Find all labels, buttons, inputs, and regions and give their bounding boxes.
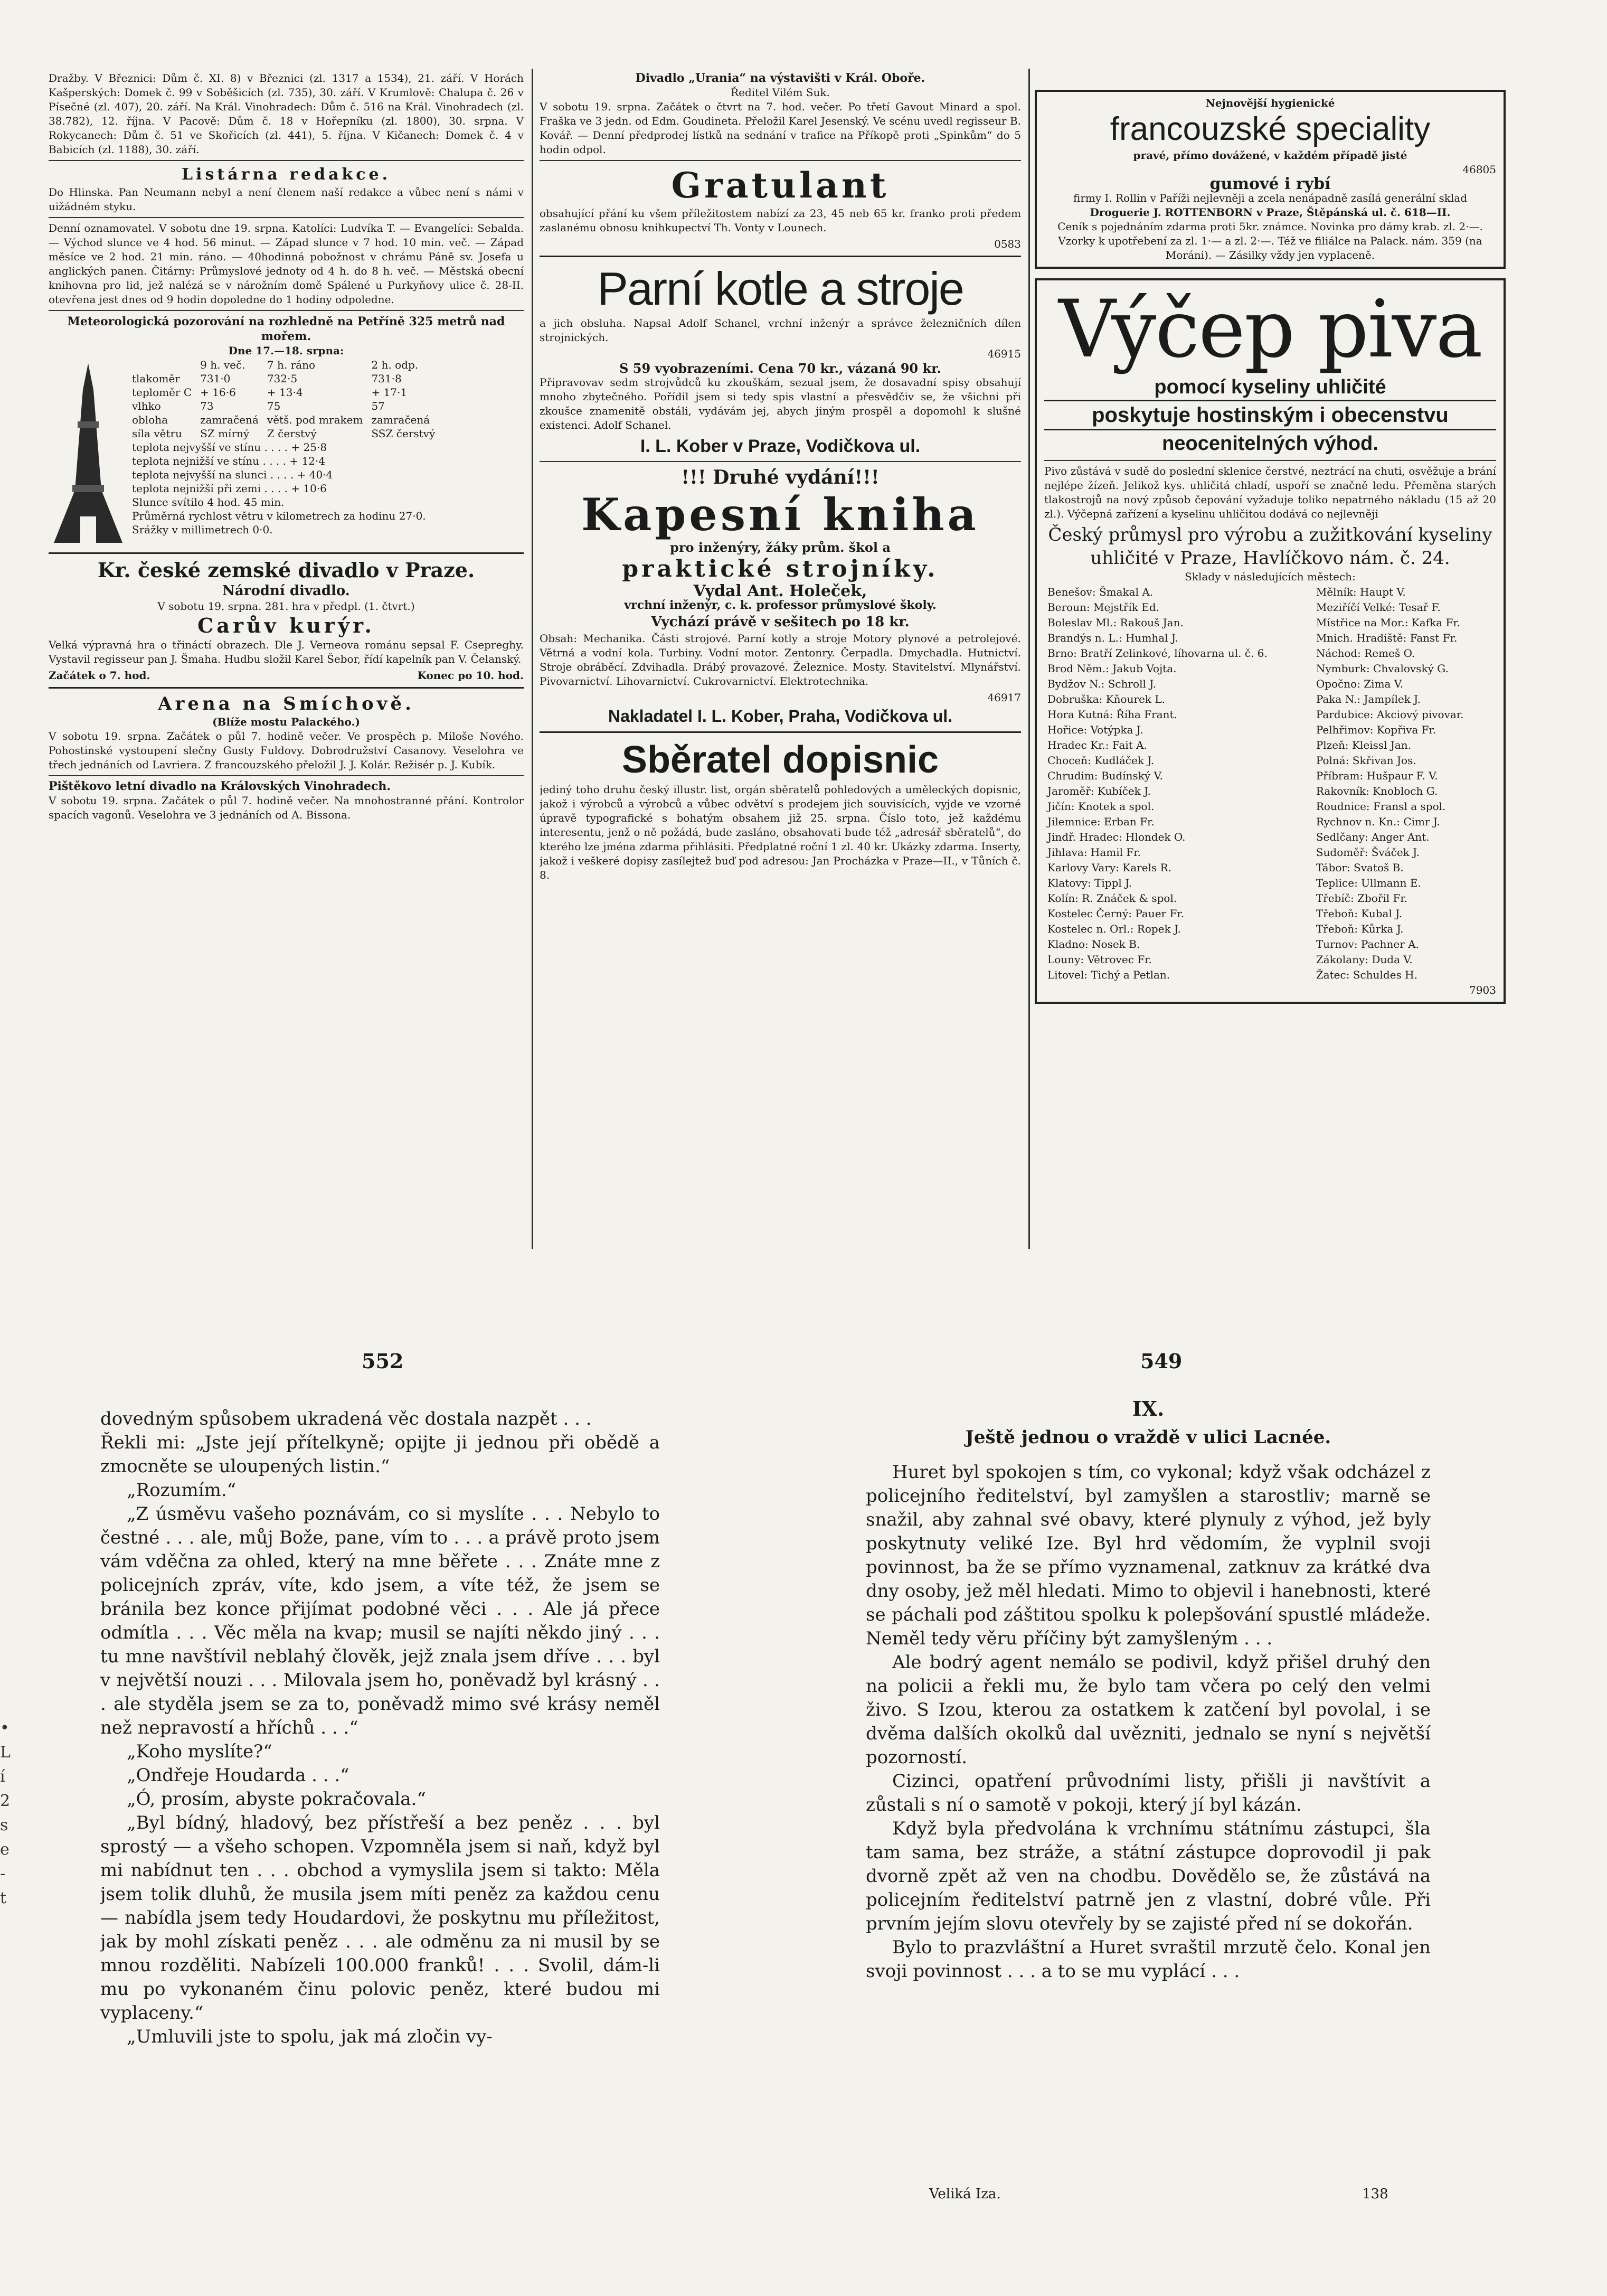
arena-subtitle: (Blíže mostu Palackého.)	[212, 716, 360, 728]
warehouse-cell: Jilemnice: Erban Fr.	[1047, 815, 1155, 828]
mailbox-title: Listárna redakce.	[181, 165, 391, 184]
kotle-text: a jich obsluha. Napsal Adolf Schanel, vrchní inženýr a správce železničních dílen strojnických.	[540, 317, 1021, 344]
paragraph: Bylo to prazvláštní a Huret svraštil mrzutě čelo. Konal jen svoji povinnost . . . a to se mu vyplácí . . .	[866, 1937, 1431, 1982]
warehouse-row	[1045, 631, 1495, 645]
warehouse-cell: Boleslav Ml.: Rakouš Jan.	[1047, 616, 1184, 629]
vycep-text: Pivo zůstává v sudě do poslední sklenice čerstvé, neztrácí na chuti, osvěžuje a brání nejlépe žízeň. Jelikož kys. uhličitá chladí, uspoří se značně ledu. Přeměna starých tlakostrojů na nový způsob čepování vyžaduje toliko nepatrného nákladu (15 až 20 zl.). Výčepná zařízení a kyselinu uhličitou dodává co nejlevněji	[1044, 465, 1496, 520]
warehouse-row	[1045, 708, 1495, 722]
warehouse-row	[1045, 769, 1495, 783]
kapesni-sub: pro inženýry, žáky prům. škol a	[670, 540, 891, 555]
warehouse-row	[1045, 876, 1495, 890]
warehouse-row	[1045, 723, 1495, 737]
left-edge-fragment: • L í 2 s e - t	[0, 1719, 11, 1907]
warehouse-cell: Mnich. Hradiště: Fanst Fr.	[1316, 632, 1458, 644]
warehouse-cell: Kladno: Nosek B.	[1047, 938, 1140, 951]
warehouse-cell: Sudoměř: Šváček J.	[1316, 846, 1420, 859]
meteo-row: 9 h. več. 7 h. ráno 2 h. odp.	[200, 359, 419, 371]
warehouse-cell: Brod Něm.: Jakub Vojta.	[1047, 662, 1177, 675]
right-book-page	[866, 1394, 1431, 2170]
warehouse-cell: Místřice na Mor.: Kafka Fr.	[1316, 616, 1461, 629]
gratulant-title: Gratulant	[671, 165, 890, 206]
warehouse-cell: Třeboň: Kubal J.	[1316, 907, 1403, 920]
kapesni-publisher: Nakladatel I. L. Kober, Praha, Vodičkova ul.	[608, 707, 953, 726]
warehouse-row	[1045, 754, 1495, 768]
meteo-row: tlakoměr 731·0 732·5 731·8	[132, 372, 402, 385]
meteo-table	[128, 358, 439, 440]
warehouse-cell: Teplice: Ullmann E.	[1316, 877, 1421, 889]
kapesni-sub2: praktické strojníky.	[622, 556, 939, 582]
sberatel-title: Sběratel dopisnic	[621, 739, 939, 781]
vycep-s3: neocenitelných výhod.	[1162, 432, 1378, 455]
french-specialities-ad	[1035, 90, 1506, 269]
urania-director: Ředitel Vilém Suk.	[731, 86, 830, 99]
theatre-subtitle: Národní divadlo.	[222, 583, 350, 599]
warehouse-cell: Klatovy: Tippl J.	[1047, 877, 1132, 889]
warehouse-cell: Choceň: Kudláček J.	[1047, 754, 1155, 767]
paragraph: „Ondřeje Houdarda . . .“	[127, 1765, 349, 1786]
warehouse-cell: Kostelec Černý: Pauer Fr.	[1047, 907, 1185, 920]
warehouse-row	[1045, 891, 1495, 906]
warehouse-cell: Louny: Větrovec Fr.	[1047, 953, 1152, 966]
paragraph: Ale bodrý agent nemálo se podivil, když přišel druhý den na policii a řekli mu, že bylo tam včera po celý den velmi živo. S Izou, kterou za ostatkem k zatčení byl povolal, i se dvěma dalších okolků dal uvězniti, jednalo se nyní s největší pozorností.	[866, 1652, 1431, 1768]
warehouse-row	[1045, 585, 1495, 599]
kapesni-content: Obsah: Mechanika. Části strojové. Parní kotly a stroje Motory plynové a petrolejové. Větrná a vodní kola. Turbiny. Vodní motor. Zentonry. Čerpadla. Dmychadla. Hutnictví. Stroje obráběcí. Zdvihadla. Drábý provazové. Železnice. Mosty. Stavitelství. Mlynářství. Pivovarnictví. Lihovarnictví. Cukrovarnictví. Elektrotechnika.	[540, 632, 1021, 688]
warehouse-cell: Hora Kutná: Říha Frant.	[1047, 708, 1177, 721]
warehouse-cell: Roudnice: Fransl a spol.	[1316, 800, 1446, 813]
gratulant-num: 0583	[994, 238, 1021, 250]
paragraph: Řekli mi: „Jste její přítelkyně; opijte ji jednou při obědě a zmocněte se uloupených listin.“	[100, 1432, 660, 1477]
warehouse-row	[1045, 738, 1495, 752]
meteo-date: Dne 17.—18. srpna:	[228, 344, 344, 357]
warehouse-row	[1045, 677, 1495, 691]
paragraph: Když byla předvolána k vrchnímu státnímu zástupci, šla tam sama, bez stráže, a státní zástupce doprovodil ji pak dvorně zpět až ven na chodbu. Dovědělo se, že zůstává na policejním ředitelství patrně jen z vlastní, dobré vůle. Při prvním jejím slovu otevřely by se zajisté před ní se dokořán.	[866, 1818, 1431, 1934]
kotle-text2: Připravovav sedm strojvůdců ku zkouškám, sezual jsem, že dosavadní spisy obsahují mnoho zbytečného. Pořídil jsem si tedy spis vlastní a přesvědčiv se, že všichni při zkoušce znamenitě obstáli, vydávám jej, abych jiným prospěl a dopomohl k slušné existenci. Adolf Schanel.	[540, 376, 1021, 431]
warehouse-row	[1045, 953, 1495, 967]
warehouse-cell: Paka N.: Jampílek J.	[1316, 693, 1421, 705]
sklady-num: 7903	[1469, 984, 1496, 996]
paragraph: „Ó, prosím, abyste pokračovala.“	[127, 1789, 426, 1810]
fr-sub: pravé, přímo dovážené, v každém případě jisté	[1133, 149, 1407, 162]
paragraph: „Rozumím.“	[127, 1480, 237, 1501]
warehouse-cell: Pardubice: Akciový pivovar.	[1316, 708, 1464, 721]
fr-drog: Droguerie J. ROTTENBORN v Praze, Štěpánská ul. č. 618—II.	[1090, 206, 1451, 219]
fr-num: 46805	[1462, 163, 1496, 176]
paragraph: Cizinci, opatření průvodními listy, přišli ji navštívit a zůstali s ní o samotě v pokoji, který jí byl kázán.	[866, 1771, 1431, 1815]
vino-title: Pištěkovo letní divadlo na Královských Vinohradech.	[49, 779, 391, 793]
warehouse-cell: Bydžov N.: Schroll J.	[1047, 677, 1157, 690]
kapesni-publish: Vychází právě v sešitech po 18 kr.	[651, 614, 910, 630]
gratulant-text: obsahující přání ku všem příležitostem nabízí za 23, 45 neb 65 kr. franko proti předem zaslanému obnosu knihkupectví Th. Vonty v Lounech.	[540, 207, 1021, 234]
warehouse-cell: Zákolany: Duda V.	[1316, 953, 1413, 966]
warehouse-cell: Třeboň: Kůrka J.	[1316, 923, 1404, 935]
warehouse-cell: Jičín: Knotek a spol.	[1047, 800, 1155, 813]
column-divider-2	[1028, 69, 1030, 1249]
fr-gum: gumové i rybí	[1209, 175, 1331, 193]
kotle-title: Parní kotle a stroje	[597, 262, 963, 315]
kotle-price: S 59 vyobrazeními. Cena 70 kr., vázaná 90 kr.	[619, 361, 941, 376]
theatre-end: Konec po 10. hod.	[417, 669, 524, 682]
newspaper-column-2	[540, 71, 1021, 1249]
paragraph: „Byl bídný, hladový, bez přístřeší a bez peněz . . . byl sprostý — a všeho schopen. Vzpomněla jsem si naň, když byl mi nabídnut ten . . . obchod a vymyslila jsem si takto: Měla jsem tolik dluhů, že musila jsem míti peněz za každou cenu — nabídla jsem tedy Houdardovi, že poskytnu mu příležitost, jak by mohl získati peněz . . . ale odměnu za ni musil by se mnou rozděliti. Nabízeli 100.000 franků! . . . Svolil, dám-li mu po vykonaném činu polovic peněz, které budou mi vyplaceny.“	[100, 1812, 660, 2024]
warehouse-cell: Chrudim: Budínský V.	[1047, 769, 1163, 782]
daily-announcer: Denní oznamovatel. V sobotu dne 19. srpna. Katolíci: Ludvíka T. — Evangelíci: Sebalda. — Východ slunce ve 4 hod. 56 minut. — Západ slunce v 7 hod. 10 min. več. — Západ měsíce ve 2 hod. 21 min. ráno. — 40hodinná pobožnost v chrámu Páně sv. Josefa u anglických panen. Čitárny: Průmyslové jednoty od 4 h. do 8 h. več. — Městská obecní knihovna pro lid, jež nalézá se v nárožním domě Spálené u Purkyňovy ulice č. 28-II. otevřena jest dnes od 9 hodin dopoledne do 1 hodiny odpoledne.	[49, 222, 524, 306]
warehouse-cell: Benešov: Šmakal A.	[1047, 586, 1154, 598]
petrin-tower-illustration	[49, 358, 128, 548]
kotle-num: 46915	[987, 347, 1021, 360]
fr-cen: Ceník s pojednáním zdarma proti 5kr. známce. Novinka pro dámy krab. zl. 2·—. Vzorky k upotřebení za zl. 1·— a zl. 2·—. Též ve filiálce na Palack. nám. 359 (na Moráni). — Zásilky vždy jen vyplaceně.	[1057, 220, 1483, 261]
auctions-text: Dražby. V Březnici: Dům č. XI. 8) v Březnici (zl. 1317 a 1534), 21. září. V Horách Kašperských: Domek č. 99 v Soběšicích (zl. 735), 30. září. V Krumlově: Chalupa č. 26 v Písečné (zl. 407), 20. září. Na Král. Vinohradech: Dům č. 516 na Král. Vinohradech (zl. 38.782), 12. října. V Pacově: Dům č. 18 v Hořepníku (zl. 1800), 30. srpna. V Rokycanech: Dům č. 51 ve Skořicích (zl. 441), 5. října. V Kičanech: Domek č. 4 v Babicích (zl. 1188), 30. září.	[49, 72, 524, 156]
meteo-row: vlhko 73 75 57	[132, 400, 385, 412]
warehouse-cell: Meziříčí Velké: Tesař F.	[1316, 601, 1441, 614]
warehouse-row	[1045, 784, 1495, 798]
warehouse-row	[1045, 907, 1495, 921]
warehouse-cell: Brandýs n. L.: Humhal J.	[1047, 632, 1178, 644]
theatre-start: Začátek o 7. hod.	[49, 669, 150, 682]
kapesni-num: 46917	[987, 691, 1021, 704]
warehouse-row	[1045, 845, 1495, 860]
vycep-s2: poskytuje hostinským i obecenstvu	[1044, 400, 1496, 430]
warehouse-cell: Kolín: R. Znáček & spol.	[1047, 892, 1177, 905]
beer-tap-ad	[1035, 278, 1506, 1004]
footer-signature-number: 138	[1362, 2186, 1388, 2202]
fr-firm: firmy I. Rollin v Paříži nejlevněji a zcela nenápadně zasílá generální sklad	[1073, 192, 1467, 204]
warehouse-table	[1044, 584, 1496, 983]
warehouse-cell: Hradec Kr.: Fait A.	[1047, 739, 1147, 751]
kapesni-author-title: vrchní inženýr, c. k. professor průmyslové školy.	[624, 598, 937, 612]
warehouse-cell: Beroun: Mejstřík Ed.	[1047, 601, 1160, 614]
chapter-title: Ještě jednou o vraždě v ulici Lacnée.	[965, 1427, 1331, 1448]
newspaper-column-1	[49, 71, 524, 1249]
warehouse-row	[1045, 830, 1495, 844]
column-divider-1	[532, 69, 533, 1249]
right-page-number: 549	[1140, 1349, 1183, 1373]
warehouse-cell: Mělník: Haupt V.	[1316, 586, 1406, 598]
meteo-row: síla větru SZ mírný Z čerstvý SSZ čerstvý	[132, 427, 436, 440]
kapesni-title: Kapesní kniha	[581, 488, 979, 541]
vycep-title: Výčep piva	[1058, 284, 1482, 375]
warehouse-cell: Sedlčany: Anger Ant.	[1316, 831, 1430, 843]
warehouse-row	[1045, 799, 1495, 814]
meteo-extra: teplota nejvyšší ve stínu . . . . + 25·8 teplota nejnižší ve stínu . . . . + 12·4 teplota nejvyšší na slunci . . . . + 40·4 teplota nejnižší při zemi . . . . + 10·6 Slunce svítilo 4 hod. 45 min. Průměrná rychlost větru v kilometrech za hodinu 27·0. Srážky v millimetrech 0·0.	[132, 441, 426, 536]
paragraph: „Z úsměvu vašeho poznávám, co si myslíte . . . Nebylo to čestné . . . ale, můj Bože, pane, vím to . . . a právě proto jsem vám vděčna za ohled, který na mne běřete . . . Znáte mne z policejních zpráv, víte, kdo jsem, a víte též, že jsem se bránila bez konce přijímat podobné věci . . . Ale já přece odmítla . . . Věc měla na kvap; musil se najíti někdo jiný . . . tu mne navštívil neblahý člověk, jejž znala jsem dříve . . . byl v největší nouzi . . . Milovala jsem ho, poněvadž byl krásný . . . ale styděla jsem se za to, poněvadž mimo své krásy neměl než nepravostí a hříchů . . .“	[100, 1503, 660, 1738]
sklady-title: Sklady v následujících městech:	[1185, 570, 1356, 583]
theatre-play: Carův kurýr.	[197, 614, 375, 637]
warehouse-cell: Jindř. Hradec: Hlondek O.	[1047, 831, 1186, 843]
kotle-publisher: I. L. Kober v Praze, Vodičkova ul.	[640, 436, 921, 456]
warehouse-cell: Náchod: Remeš O.	[1316, 647, 1415, 660]
warehouse-row	[1045, 616, 1495, 630]
warehouse-row	[1045, 815, 1495, 829]
warehouse-cell: Plzeň: Kleissl Jan.	[1316, 739, 1412, 751]
meteo-row: obloha zamračená větš. pod mrakem zamračená	[132, 413, 430, 426]
vycep-s1: pomocí kyseliny uhličité	[1154, 376, 1386, 398]
warehouse-cell: Pelhřimov: Kopřiva Fr.	[1316, 723, 1436, 736]
sberatel-text: jediný toho druhu český illustr. list, orgán sběratelů pohledových a uměleckých dopisnic, jakož i výrobců a výrobců a vůbec odvětví s prodejem jich souvisících, vyjde ve vzorné úpravě typografické s bohatým obsahem již 25. srpna. Číslo toto, jež každému interesentu, jenž o ně požádá, bude zasláno, obsahovati bude též „adresář sběratelů“, do kterého lze jména zdarma přihlásiti. Předplatné roční 1 zl. 40 kr. Ukázky zdarma. Inserty, jakož i veškeré dopisy zasílejtež buď pod adresou: Jan Procházka v Praze—II., v Tůních č. 8.	[540, 783, 1021, 881]
urania-title: Divadlo „Urania“ na výstavišti v Král. Oboře.	[635, 71, 925, 85]
chapter-number: IX.	[1132, 1397, 1165, 1420]
warehouse-row	[1045, 692, 1495, 707]
left-book-page	[100, 1407, 660, 2162]
warehouse-row	[1045, 646, 1495, 661]
warehouse-row	[1045, 937, 1495, 952]
warehouse-cell: Příbram: Hušpaur F. V.	[1316, 769, 1438, 782]
warehouse-row	[1045, 662, 1495, 676]
kapesni-author: Vydal Ant. Holeček,	[693, 582, 867, 600]
mailbox-text: Do Hlinska. Pan Neumann nebyl a není členem naší redakce a vůbec není s námi v uižádném styku.	[49, 186, 524, 213]
warehouse-cell: Tábor: Svatoš B.	[1316, 861, 1404, 874]
warehouse-cell: Opočno: Zima V.	[1316, 677, 1404, 690]
arena-text: V sobotu 19. srpna. Začátek o půl 7. hodině večer. Ve prospěch p. Miloše Nového. Pohostinské vystoupení slečny Gusty Fuldovy. Dobrodružství Casanovy. Veselohra ve třech jednáních od Lavriera. Z francouzského přeložil J. J. Kolár. Režisér p. J. Kubík.	[49, 730, 524, 771]
warehouse-row	[1045, 600, 1495, 615]
warehouse-cell: Rychnov n. Kn.: Cimr J.	[1316, 815, 1440, 828]
arena-title: Arena na Smíchově.	[158, 693, 414, 714]
warehouse-cell: Hořice: Votýpka J.	[1047, 723, 1143, 736]
warehouse-cell: Turnov: Pachner A.	[1316, 938, 1419, 951]
warehouse-cell: Třebíč: Zbořil Fr.	[1316, 892, 1408, 905]
meteo-row: teploměr C + 16·6 + 13·4 + 17·1	[132, 386, 408, 399]
theatre-desc: Velká výpravná hra o třináctí obrazech. Dle J. Verneova románu sepsal F. Csepreghy. Vystavil regisseur pan J. Šmaha. Hudbu složil Karel Šebor, řídí kapelník pan V. Čelanský.	[49, 638, 524, 665]
warehouse-cell: Rakovník: Knobloch G.	[1316, 785, 1438, 797]
vycep-firm: Český průmysl pro výrobu a zužitkování kyseliny uhličité v Praze, Havlíčkovo nám. č. 24.	[1048, 524, 1492, 569]
warehouse-cell: Litovel: Tichý a Petlan.	[1047, 968, 1170, 981]
warehouse-cell: Žatec: Schuldes H.	[1316, 968, 1417, 981]
warehouse-row	[1045, 861, 1495, 875]
paragraph: „Umluvili jste to spolu, jak má zločin vy-	[127, 2026, 493, 2047]
meteo-title: Meteorologická pozorování na rozhledně na Petříně 325 metrů nad mořem.	[67, 315, 505, 343]
warehouse-cell: Karlovy Vary: Karels R.	[1047, 861, 1171, 874]
paragraph: „Koho myslíte?“	[127, 1741, 272, 1762]
warehouse-cell: Kostelec n. Orl.: Ropek J.	[1047, 923, 1181, 935]
warehouse-cell: Nymburk: Chvalovský G.	[1316, 662, 1449, 675]
footer-book-title: Veliká Iza.	[929, 2186, 1001, 2202]
warehouse-cell: Jihlava: Hamil Fr.	[1047, 846, 1141, 859]
theatre-line: V sobotu 19. srpna. 281. hra v předpl. (1. čtvrt.)	[157, 600, 415, 613]
fr-top: Nejnovější hygienické	[1205, 97, 1335, 109]
paragraph: dovedným spůsobem ukradená věc dostala nazpět . . .	[100, 1408, 592, 1429]
warehouse-cell: Polná: Skřivan Jos.	[1316, 754, 1416, 767]
warehouse-cell: Brno: Bratří Zelinkové, líhovarna ul. č. 6.	[1047, 647, 1268, 660]
newspaper-column-3	[1035, 90, 1506, 1249]
theatre-title: Kr. české zemské divadlo v Praze.	[97, 558, 475, 582]
left-page-number: 552	[362, 1349, 404, 1373]
warehouse-cell: Jaroměř: Kubíček J.	[1047, 785, 1151, 797]
warehouse-row	[1045, 922, 1495, 936]
second-edition: !!! Druhé vydání!!!	[681, 466, 880, 488]
vino-text: V sobotu 19. srpna. Začátek o půl 7. hodině večer. Na mnohostranné přání. Kontrolor spacích vagonů. Veselohra ve 3 jednáních od A. Bissona.	[49, 794, 524, 821]
warehouse-cell: Dobruška: Kňourek L.	[1047, 693, 1165, 705]
paragraph: Huret byl spokojen s tím, co vykonal; když však odcházel z policejního ředitelství, byl zamyšlen a starostliv; marně se snažil, aby zahnal své obavy, které plynuly z výhod, jež byly poskytnuty veliké Ize. Byl hrd vědomím, že vyplnil svoji povinnost, ba že se přímo vyznamenal, zatknuv za krátké dva dny osoby, jež měl hledati. Mimo to objevil i hanebnosti, které se páchali pod záštitou spolku k polepšování spustlé mládeže. Neměl tedy věru příčiny být zamyšleným . . .	[866, 1462, 1431, 1649]
warehouse-row	[1045, 968, 1495, 982]
urania-text: V sobotu 19. srpna. Začátek o čtvrt na 7. hod. večer. Po třetí Gavout Minard a spol. Fraška ve 3 jedn. od Edm. Goudineta. Přeložil Karel Jesenský. Ve scénu uvedl regisseur B. Kovář. — Denní předprodej lístků na sednání v trafice na Příkopě proti „Spinkům“ do 5 hodin odpol.	[540, 100, 1021, 156]
fr-title: francouzské speciality	[1110, 111, 1431, 147]
